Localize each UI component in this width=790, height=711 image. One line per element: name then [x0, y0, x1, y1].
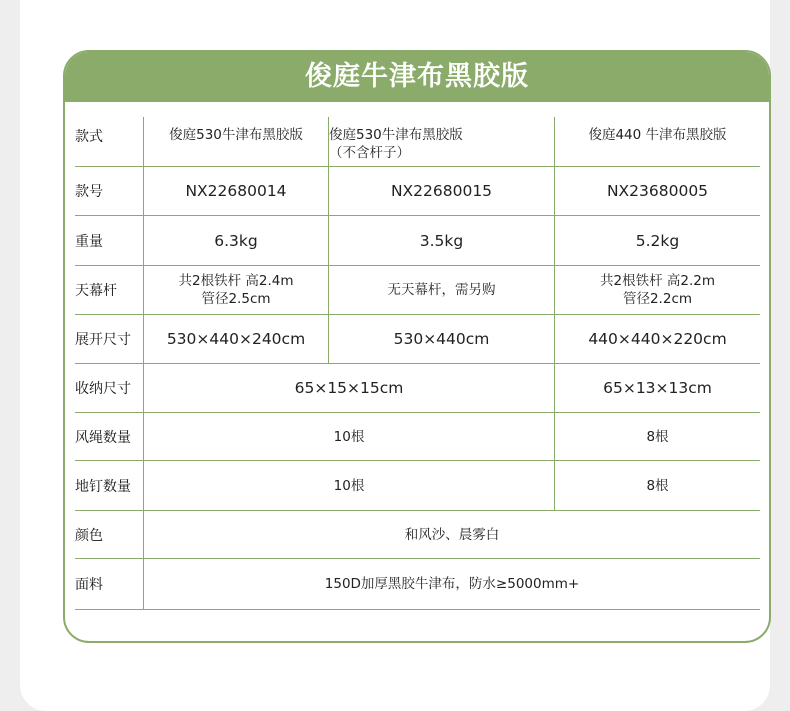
row-label: 地钉数量	[75, 478, 131, 495]
row-label: 款号	[75, 184, 103, 200]
row-label: 面料	[75, 577, 103, 593]
row-label: 风绳数量	[75, 429, 131, 446]
table-row-style	[75, 117, 760, 167]
table-row-ropes	[75, 413, 760, 461]
pack-size-cell-12: 65×15×15cm	[143, 364, 554, 412]
open-size-cell-1: 530×440×240cm	[143, 315, 328, 363]
table-row-open-size	[75, 315, 760, 364]
open-size-cell-2: 530×440cm	[328, 315, 554, 363]
pole-cell-1	[143, 266, 328, 314]
pack-size-cell-3: 65×13×13cm	[554, 364, 760, 412]
color-cell: 和风沙、晨雾白	[143, 511, 760, 558]
weight-cell-2: 3.5kg	[328, 216, 554, 265]
style-cell-3: 俊庭440 牛津布黑胶版	[554, 117, 760, 166]
model-cell-1: NX22680014	[143, 167, 328, 215]
model-cell-2: NX22680015	[328, 167, 554, 215]
table-row-pack-size	[75, 364, 760, 413]
row-label: 展开尺寸	[75, 332, 131, 348]
pole-cell-2: 无天幕杆，需另购	[328, 266, 554, 314]
row-label: 重量	[75, 233, 103, 250]
spec-card	[63, 50, 771, 643]
table-row-weight	[75, 216, 760, 266]
table-row-pole	[75, 266, 760, 315]
pole-cell-3-line1: 共2根铁杆 高2.2m	[599, 273, 715, 289]
style-cell-2-line1: 俊庭530牛津布黑胶版	[329, 127, 463, 143]
table-row-color	[75, 511, 760, 559]
pole-cell-3	[554, 266, 760, 314]
row-label: 收纳尺寸	[75, 381, 131, 397]
card-title: 俊庭牛津布黑胶版	[65, 52, 769, 102]
ropes-cell-12: 10根	[143, 413, 554, 460]
row-label: 款式	[75, 129, 103, 145]
fabric-cell: 150D加厚黑胶牛津布，防水≥5000mm+	[143, 559, 760, 609]
stakes-cell-3: 8根	[554, 461, 760, 510]
style-cell-1: 俊庭530牛津布黑胶版	[143, 117, 328, 166]
ropes-cell-3: 8根	[554, 413, 760, 460]
spec-table	[75, 117, 760, 610]
open-size-cell-3: 440×440×220cm	[554, 315, 760, 363]
page-panel	[20, 0, 770, 711]
stakes-cell-12: 10根	[143, 461, 554, 510]
model-cell-3: NX23680005	[554, 167, 760, 215]
table-row-fabric	[75, 559, 760, 610]
pole-cell-1-line2: 管径2.5cm	[201, 291, 271, 307]
weight-cell-1: 6.3kg	[143, 216, 328, 265]
pole-cell-3-line2: 管径2.2cm	[622, 291, 693, 307]
table-row-model	[75, 167, 760, 216]
style-cell-2-line2: （不含杆子）	[329, 145, 410, 161]
row-label: 颜色	[75, 527, 103, 544]
pole-cell-1-line1: 共2根铁杆 高2.4m	[178, 273, 294, 289]
row-label: 天幕杆	[75, 283, 117, 299]
style-cell-2	[328, 117, 554, 166]
weight-cell-3: 5.2kg	[554, 216, 760, 265]
table-row-stakes	[75, 461, 760, 511]
